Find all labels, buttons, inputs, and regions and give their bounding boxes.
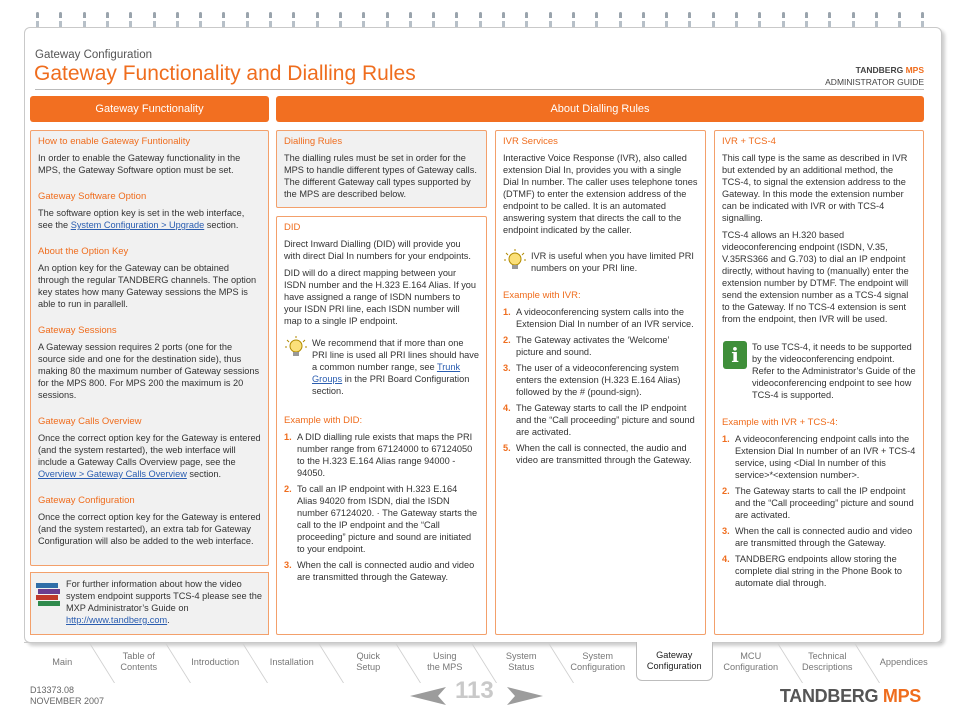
did-box <box>276 216 487 635</box>
heading-did: DID <box>284 222 301 233</box>
tab-system-status[interactable]: System Status <box>505 651 537 672</box>
paragraph: TCS-4 allows an H.320 based videoconferencing endpoint (ISDN, V.35, V.35RS366 and G.703) to dial an IP endpoint directly, without having to (manually) enter the extension number by DTMF. The endpoint will send the extension number as a TCS-4 signal to the Gateway. If no TCS-4 extension is sent from the endpoint, then IVR will be used. <box>722 230 909 324</box>
tab-introduction[interactable]: Introduction <box>191 656 240 667</box>
heading-dialling-rules: Dialling Rules <box>284 136 343 147</box>
step-text: When the call is connected audio and video are transmitted through the Gateway. <box>735 526 913 548</box>
step-number: 4. <box>722 554 730 564</box>
step-item <box>503 442 698 466</box>
step-text: The Gateway starts to call the IP endpoint and the “Call proceeding” picture and sound are activated. <box>516 403 695 437</box>
did-tip: We recommend that if more than one PRI line is used all PRI lines should have a common number range, see Trunk Groups in the PRI Board Configuration section. <box>284 337 479 397</box>
heading-gateway-configuration: Gateway Configuration <box>38 495 135 506</box>
step-number: 3. <box>284 560 292 570</box>
tab-technical-descriptions[interactable]: Technical Descriptions <box>801 651 853 672</box>
tcs4-info-note: i To use TCS-4, it needs to be supported by the videoconferencing endpoint. Refer to the Administrator’s Guide of the videoconferencing endpoint to see how TCS-4 is supported. <box>722 341 916 401</box>
paragraph: A Gateway session requires 2 ports (one for the source side and one for the destination side), thus making 80 the maximum number of Gateway sessions for the MPS 800. For MPS 200 the maximum is 20 sessions. <box>38 342 260 400</box>
step-number: 4. <box>503 403 511 413</box>
header-divider <box>35 89 924 90</box>
step-number: 1. <box>284 432 292 442</box>
info-icon: i <box>723 341 747 369</box>
step-text: TANDBERG endpoints allow storing the complete dial string in the Phone Book to automate dial through. <box>735 554 903 588</box>
ivr-tcs4-column <box>714 130 924 635</box>
calls-overview-link[interactable]: Overview > Gateway Calls Overview <box>38 469 187 479</box>
ivr-tcs4-steps <box>722 433 916 589</box>
brand-product: MPS <box>905 65 924 75</box>
paragraph: This call type is the same as described in IVR but extended by an additional method, the TCS-4, to signal the extension address to the Gateway. In this mode the extension number can be indicated with IVR or with TCS-4 signalling. <box>722 153 908 223</box>
step-number: 1. <box>503 307 511 317</box>
section-bar-dialling-rules: About Dialling Rules <box>276 96 924 122</box>
step-item <box>722 485 916 521</box>
step-item <box>722 553 916 589</box>
page-section-label: Gateway Configuration <box>35 49 152 61</box>
paragraph: Direct Inward Dialling (DID) will provide you with direct Dial In numbers for your endpoints. <box>284 239 471 261</box>
document-date: NOVEMBER 2007 <box>30 696 105 706</box>
step-item <box>722 525 916 549</box>
paragraph: Interactive Voice Response (IVR), also called extension Dial In, provides you with a single Dial In number. The caller uses telephone tones (DTMF) to enter the extension address of the endpoint to be called. It is an automated answering system that directs the call to the endpoint indicated by the caller. <box>503 153 698 235</box>
heading-enable-gateway: How to enable Gateway Funtionality <box>38 136 191 147</box>
paragraph: DID will do a direct mapping between your ISDN number and the H.323 E.164 Alias. If you have assigned a range of ISDN numbers to your ISDN PRI line, each ISDN number will map to a single IP endpoint. <box>284 268 477 326</box>
tab-installation[interactable]: Installation <box>269 656 314 667</box>
ivr-tip: IVR is useful when you have limited PRI numbers on your PRI line. <box>503 250 698 274</box>
page-title: Gateway Functionality and Dialling Rules <box>34 62 416 85</box>
step-number: 1. <box>722 434 730 444</box>
step-number: 2. <box>503 335 511 345</box>
step-item <box>284 559 479 583</box>
tab-using-the-mps[interactable]: Using the MPS <box>427 651 463 672</box>
step-text: When the call is connected, the audio and video are transmitted through the Gateway. <box>516 443 692 465</box>
step-text: When the call is connected audio and video are transmitted through the Gateway. <box>297 560 475 582</box>
dialling-rules-box <box>276 130 487 208</box>
upgrade-link[interactable]: System Configuration > Upgrade <box>70 220 205 230</box>
heading-example-did: Example with DID: <box>284 415 363 426</box>
step-item <box>722 433 916 481</box>
paragraph: The software option key is set in the web interface, see the System Configuration > Upgrade section. <box>38 208 245 230</box>
step-text: A videoconferencing endpoint calls into the Extension Dial In number of an IVR + TCS-4 service, using <Dial In number of this service>*<extension number>. <box>735 434 916 480</box>
gateway-functionality-column <box>30 130 269 566</box>
heading-ivr-services: IVR Services <box>503 136 558 147</box>
tab-table-of-contents[interactable]: Table of Contents <box>120 651 158 672</box>
document-info <box>30 685 104 707</box>
previous-page-arrow-icon[interactable] <box>410 687 446 705</box>
brand-name: TANDBERG <box>855 65 906 75</box>
tab-system-configuration[interactable]: System Configuration <box>570 651 626 672</box>
section-bar-gateway-functionality: Gateway Functionality <box>30 96 269 122</box>
tab-mcu-configuration[interactable]: MCU Configuration <box>723 651 779 672</box>
step-number: 3. <box>503 363 511 373</box>
paragraph: The dialling rules must be set in order for the MPS to handle different types of Gateway calls. The different Gateway call types supported by the MPS are described below. <box>284 153 477 199</box>
paragraph: An option key for the Gateway can be obtained through the regular TANDBERG channels. The option key states how many Gateway sessions the MPS is able to run in parallell. <box>38 263 257 309</box>
heading-software-option: Gateway Software Option <box>38 191 147 202</box>
step-text: The Gateway starts to call the IP endpoint and the “Call proceeding” picture and sound are activated. <box>735 486 914 520</box>
did-steps <box>284 431 479 583</box>
lightbulb-icon <box>284 335 308 363</box>
step-item <box>503 306 698 330</box>
heading-example-ivr: Example with IVR: <box>503 290 581 301</box>
heading-gateway-sessions: Gateway Sessions <box>38 325 117 336</box>
step-text: A DID dialling rule exists that maps the PRI number range from 67124000 to 67124050 to the H.323 E.164 Alias range 94000 - 94050. <box>297 432 473 478</box>
step-text: To call an IP endpoint with H.323 E.164 Alias 94020 from ISDN, dial the ISDN number 67124020. · The Gateway starts the call to the IP endpoint and the “Call proceeding” picture and sound are initiated to your endpoint. <box>297 484 478 554</box>
tab-gateway-configuration[interactable]: Gateway Configuration <box>636 642 713 681</box>
step-item <box>284 483 479 555</box>
paragraph: Once the correct option key for the Gateway is entered (and the system restarted), the web interface will include a Gateway Calls Overview page, see the Overview > Gateway Calls Overview section. <box>38 433 261 479</box>
paragraph: In order to enable the Gateway functionality in the MPS, the Gateway Software option must be set. <box>38 153 241 175</box>
tab-main[interactable]: Main <box>52 656 73 667</box>
further-info-note: For further information about how the video system endpoint supports TCS-4 please see the MXP Administrator’s Guide on http://www.tandberg.com. <box>30 572 269 635</box>
tandberg-website-link[interactable]: http://www.tandberg.com <box>66 615 168 625</box>
tab-appendices[interactable]: Appendices <box>879 656 928 667</box>
heading-option-key: About the Option Key <box>38 246 129 257</box>
step-item <box>503 362 698 398</box>
tab-quick-setup[interactable]: Quick Setup <box>356 651 381 672</box>
guide-name: ADMINISTRATOR GUIDE <box>825 77 924 87</box>
paragraph: Once the correct option key for the Gateway is entered (and the system restarted), an extra tab for Gateway Configuration will also be added to the web interface. <box>38 512 261 546</box>
step-item <box>284 431 479 479</box>
ivr-steps <box>503 306 698 466</box>
heading-example-ivr-tcs4: Example with IVR + TCS-4: <box>722 417 838 428</box>
step-number: 5. <box>503 443 511 453</box>
trunk-groups-link[interactable]: Trunk Groups <box>312 362 461 384</box>
ivr-column <box>495 130 706 635</box>
heading-ivr-tcs4: IVR + TCS-4 <box>722 136 776 147</box>
step-number: 2. <box>722 486 730 496</box>
step-item <box>503 334 698 358</box>
step-item <box>503 402 698 438</box>
step-text: The user of a videoconferencing system enters the extension (H.323 E.164 Alias) followed by the # (pound-sign). <box>516 363 681 397</box>
step-number: 3. <box>722 526 730 536</box>
next-page-arrow-icon[interactable] <box>507 687 543 705</box>
step-number: 2. <box>284 484 292 494</box>
step-text: The Gateway activates the ‘Welcome’ picture and sound. <box>516 335 670 357</box>
document-number: D13373.08 <box>30 685 75 695</box>
tandberg-logo: TANDBERG MPS <box>779 686 921 706</box>
lightbulb-icon <box>503 248 527 276</box>
page-number: 113 <box>455 677 494 704</box>
heading-calls-overview: Gateway Calls Overview <box>38 416 142 427</box>
books-icon <box>35 580 62 608</box>
step-text: A videoconferencing system calls into the Extension Dial In number of an IVR service. <box>516 307 694 329</box>
guide-brand <box>825 64 924 88</box>
